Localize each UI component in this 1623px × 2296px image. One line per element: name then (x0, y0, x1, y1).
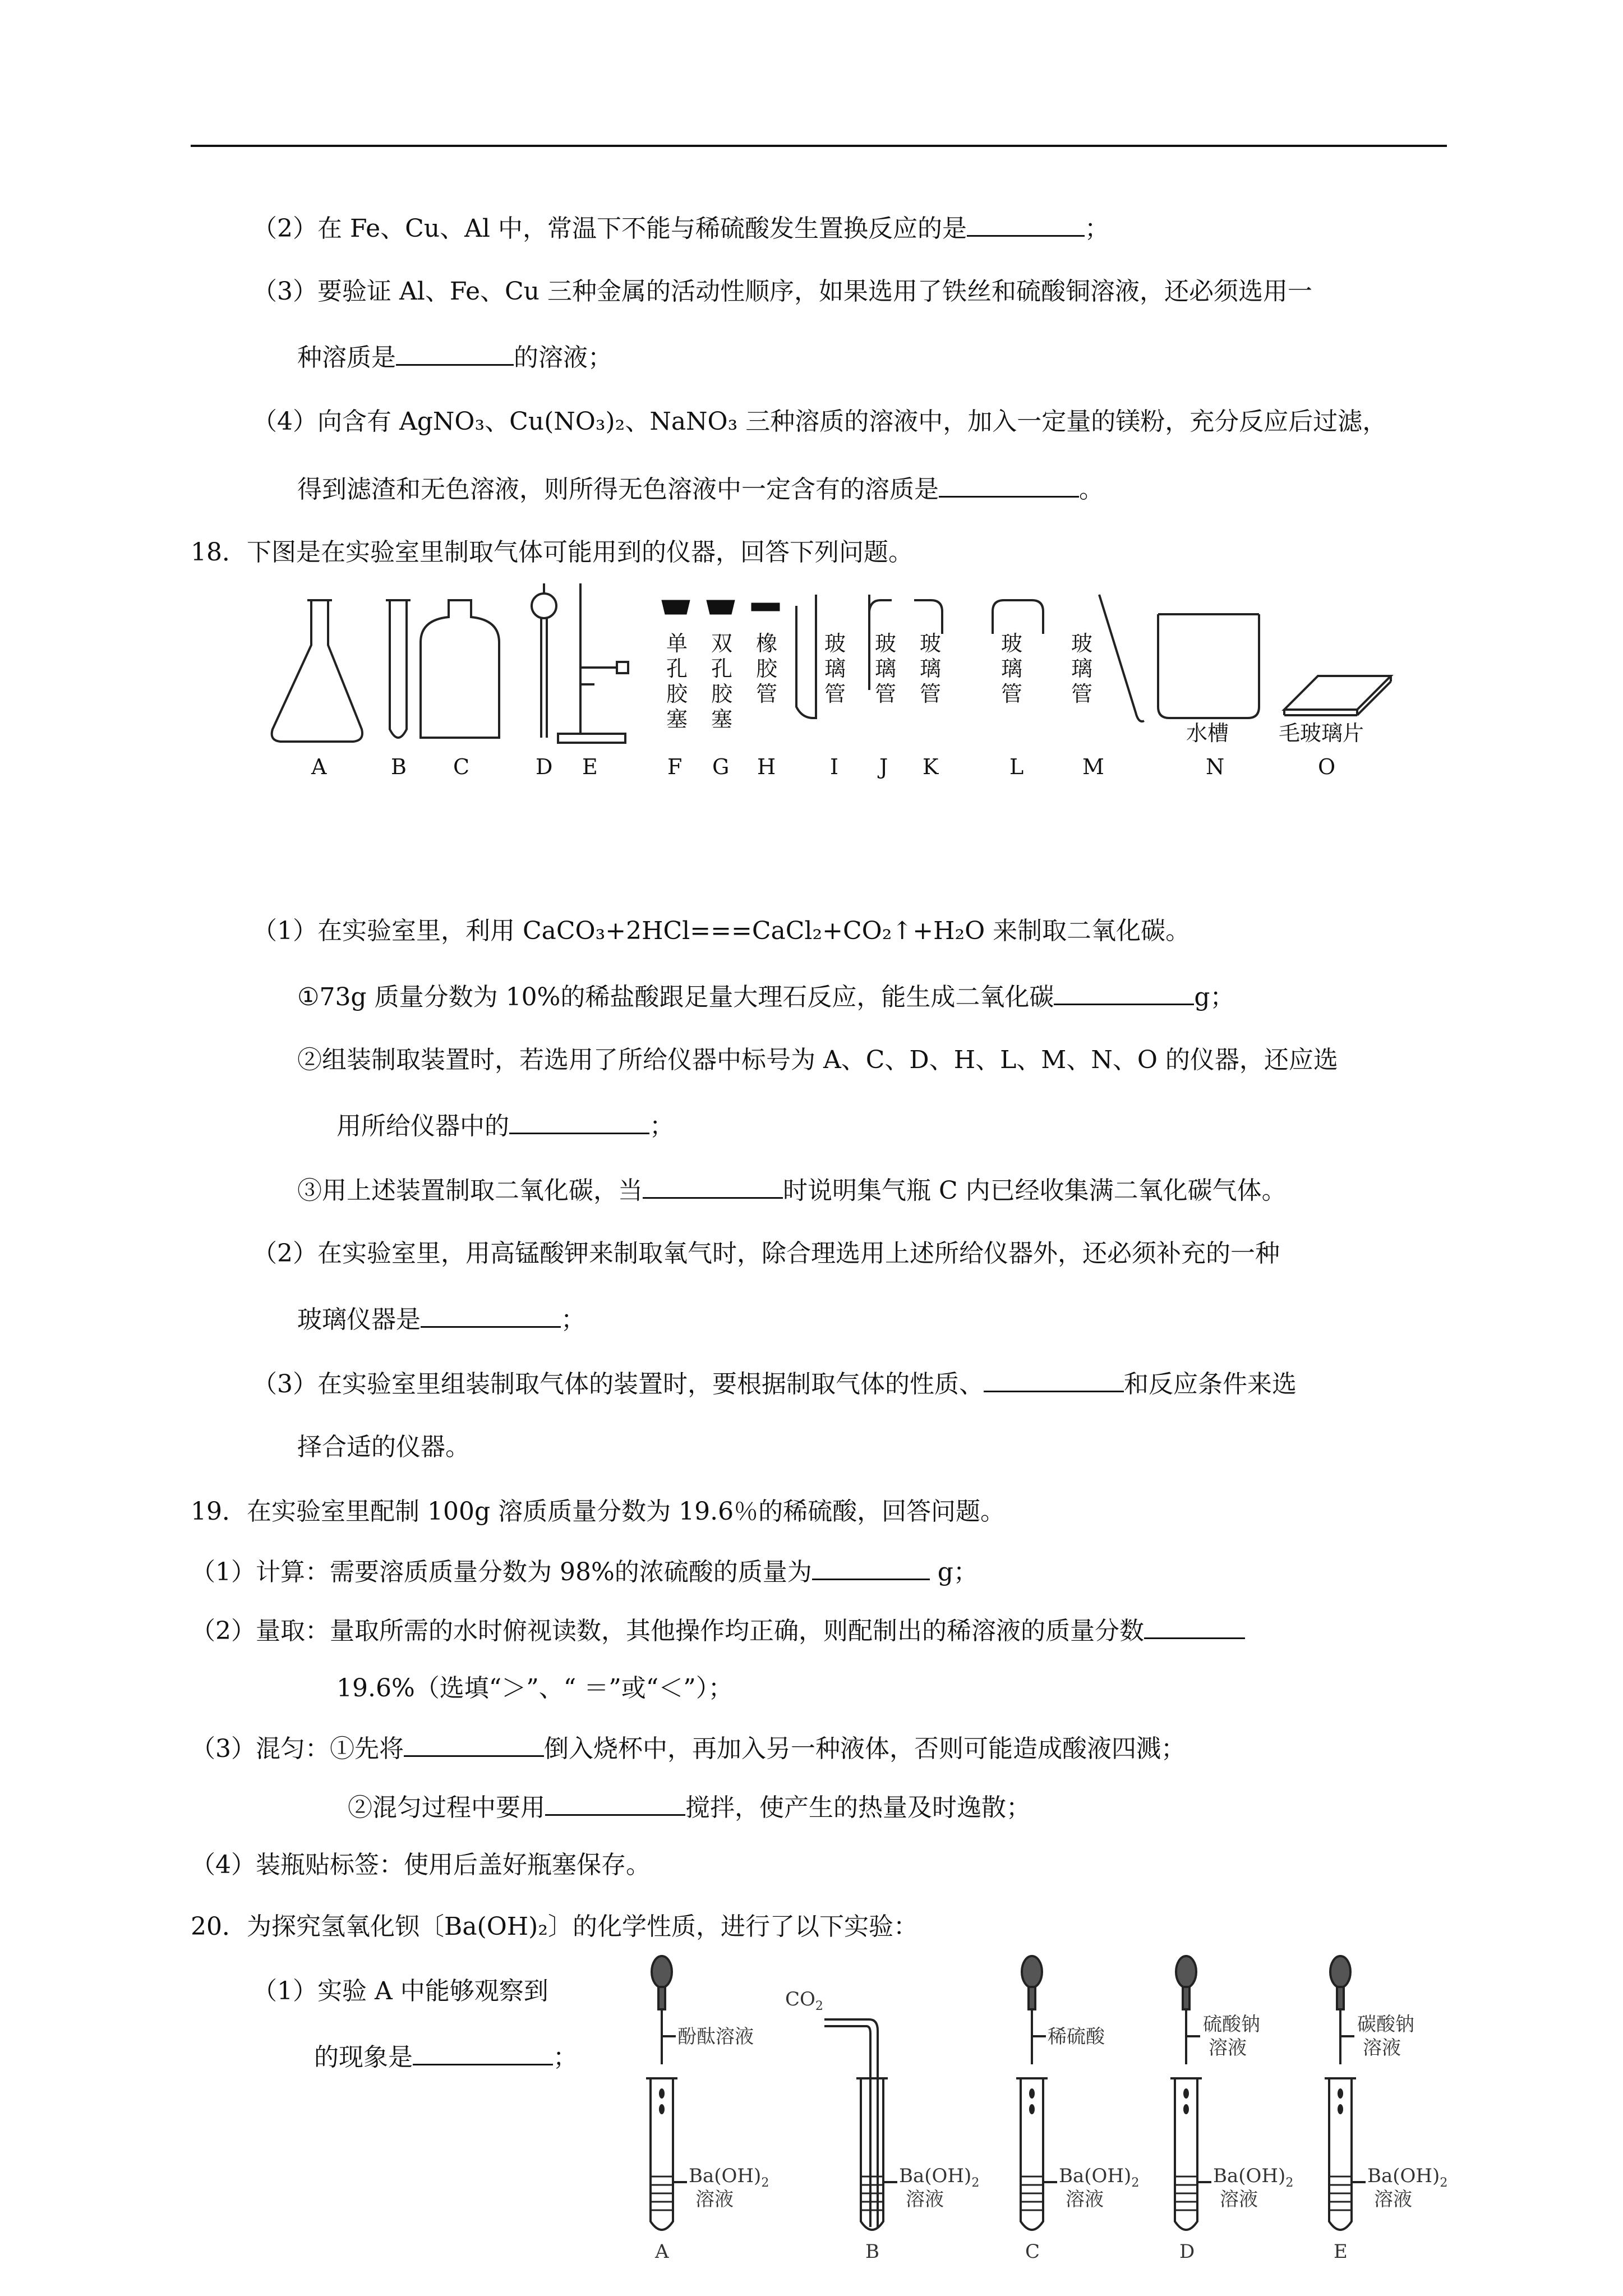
svg-text:K: K (923, 754, 939, 779)
q19-part2-line2: 19.6%（选填“＞”、“ ＝”或“＜”）； (336, 1674, 733, 1703)
glass-tube-icon (796, 595, 816, 718)
solution-label-a: $Ba(OH)_2$ (689, 2165, 769, 2190)
svg-text:N: N (1206, 754, 1225, 779)
q17-part2: （2）在 Fe、Cu、Al 中，常温下不能与稀硫酸发生置换反应的是 ； (252, 210, 1109, 246)
svg-text:I: I (830, 754, 839, 779)
svg-text:C: C (453, 754, 470, 779)
svg-text:G: G (712, 754, 730, 779)
svg-text:溶液: 溶液 (1374, 2188, 1412, 2211)
rubber-tube-icon (751, 603, 780, 611)
tube-label: D (1179, 2240, 1195, 2263)
answer-blank[interactable] (404, 1731, 544, 1757)
answer-blank[interactable] (967, 210, 1085, 237)
answer-blank[interactable] (643, 1172, 783, 1199)
answer-blank[interactable] (984, 1366, 1124, 1392)
svg-text:F: F (667, 754, 683, 779)
q19-part3-line2: ②混匀过程中要用 搅拌，使产生的热量及时逸散； (348, 1789, 1031, 1825)
answer-blank[interactable] (1054, 979, 1194, 1005)
svg-text:塞: 塞 (666, 707, 688, 731)
test-tube-icon (856, 2078, 888, 2230)
conical-flask-icon (272, 600, 362, 742)
q19-part3-line1: （3）混匀：①先将 倒入烧杯中，再加入另一种液体，否则可能造成酸液四溅； (191, 1731, 1186, 1766)
gas-label-b: $CO_2$ (785, 1988, 823, 2013)
svg-text:L: L (1009, 754, 1024, 779)
test-tubes-figure (617, 1952, 1458, 2266)
dropper-icon (1022, 1956, 1042, 2064)
dropper-icon (1176, 1956, 1196, 2064)
reagent-label-a: 酚酞溶液 (677, 2026, 754, 2048)
svg-text:管: 管 (1071, 682, 1093, 706)
iron-stand-icon (558, 583, 628, 743)
svg-text:溶液: 溶液 (1220, 2188, 1258, 2211)
label-M-1: 玻 (1071, 631, 1093, 656)
q19-part4: （4）装瓶贴标签：使用后盖好瓶塞保存。 (191, 1851, 651, 1879)
dropper-icon (1330, 1956, 1350, 2064)
reagent-label-d1: 硫酸钠 (1203, 2013, 1260, 2036)
svg-text:胶: 胶 (756, 656, 778, 681)
label-G-1: 双 (711, 631, 733, 656)
svg-text:管: 管 (756, 682, 778, 706)
svg-text:E: E (582, 754, 598, 779)
svg-text:O: O (1318, 754, 1336, 779)
svg-text:B: B (391, 754, 407, 779)
answer-blank[interactable] (812, 1554, 930, 1580)
svg-text:管: 管 (875, 682, 897, 706)
label-K-1: 玻 (920, 631, 942, 656)
answer-blank[interactable] (509, 1108, 649, 1134)
svg-text:A: A (311, 754, 327, 779)
gas-collecting-bottle-icon (421, 600, 499, 738)
answer-blank[interactable] (545, 1789, 685, 1816)
svg-text:璃: 璃 (1071, 656, 1093, 681)
svg-text:D: D (536, 754, 553, 779)
q17-part3-line1: （3）要验证 Al、Fe、Cu 三种金属的活动性顺序，如果选用了铁丝和硫酸铜溶液，还必须选用一 (252, 277, 1312, 306)
q19-part1: （1）计算：需要溶质质量分数为 98%的浓硫酸的质量为 g； (191, 1554, 978, 1589)
q18-part1-i: ①73g 质量分数为 10%的稀盐酸跟足量大理石反应，能生成二氧化碳 g； (297, 979, 1235, 1014)
tube-label: B (865, 2240, 879, 2263)
q18-part2-line1: （2）在实验室里，用高锰酸钾来制取氧气时，除合理选用上述所给仪器外，还必须补充的一种 (252, 1239, 1280, 1268)
answer-blank[interactable] (396, 339, 514, 366)
q18-part1-ii-line2: 用所给仪器中的 ； (336, 1108, 674, 1143)
test-tube-icon (1170, 2078, 1202, 2230)
q17-part4-line2: 得到滤渣和无色溶液，则所得无色溶液中一定含有的溶质是 。 (297, 471, 1104, 507)
svg-text:塞: 塞 (711, 707, 733, 731)
answer-blank[interactable] (1144, 1613, 1245, 1639)
water-trough-icon (1158, 614, 1259, 718)
svg-text:管: 管 (824, 682, 846, 706)
svg-text:溶液: 溶液 (906, 2188, 944, 2211)
answer-blank[interactable] (421, 1301, 561, 1328)
stopper-icon (662, 600, 690, 614)
q18-part3-line2: 择合适的仪器。 (297, 1433, 470, 1461)
q18-title: 18．下图是在实验室里制取气体可能用到的仪器，回答下列问题。 (191, 538, 913, 567)
q19-part2-line1: （2）量取：量取所需的水时俯视读数，其他操作均正确，则配制出的稀溶液的质量分数 (191, 1613, 1245, 1648)
svg-text:H: H (757, 754, 776, 779)
q17-part4-line1: （4）向含有 AgNO₃、Cu(NO₃)₂、NaNO₃ 三种溶质的溶液中，加入一定量的镁粉，充分反应后过滤， (252, 407, 1387, 436)
test-tube-icon (646, 2078, 677, 2230)
svg-text:M: M (1082, 754, 1104, 779)
funnel-icon (532, 583, 556, 738)
svg-text:胶: 胶 (711, 682, 733, 706)
glass-tube-icon (869, 595, 892, 611)
svg-text:溶液: 溶液 (1066, 2188, 1104, 2211)
q18-part3-line1: （3）在实验室里组装制取气体的装置时，要根据制取气体的性质、 和反应条件来选 (252, 1366, 1297, 1401)
label-J-1: 玻 (875, 631, 897, 656)
glass-tube-icon (914, 600, 942, 634)
svg-text:璃: 璃 (824, 656, 846, 681)
q17-part3-line2: 种溶质是 的溶液； (297, 339, 612, 375)
svg-text:管: 管 (1001, 682, 1023, 706)
q18-part1-ii-line1: ②组装制取装置时，若选用了所给仪器中标号为 A、C、D、H、L、M、N、O 的仪器，还应选 (297, 1046, 1338, 1074)
q18-part1-iii: ③用上述装置制取二氧化碳，当 时说明集气瓶 C 内已经收集满二氧化碳气体。 (297, 1172, 1287, 1208)
q20-part1-line2: 的现象是 ； (314, 2039, 578, 2074)
svg-text:溶液: 溶液 (695, 2188, 734, 2211)
svg-text:J: J (879, 754, 888, 779)
svg-text:璃: 璃 (920, 656, 942, 681)
solution-label-d: $Ba(OH)_2$ (1213, 2165, 1294, 2190)
stopper-icon (707, 600, 735, 614)
label-N: 水槽 (1186, 721, 1229, 746)
svg-text:孔: 孔 (666, 656, 688, 681)
tube-label: E (1334, 2240, 1348, 2263)
svg-text:璃: 璃 (875, 656, 897, 681)
label-F-1: 单 (666, 631, 688, 656)
test-tube-icon (386, 600, 411, 738)
reagent-label-e1: 碳酸钠 (1357, 2013, 1414, 2036)
reagent-label-e2: 溶液 (1363, 2037, 1401, 2059)
answer-blank[interactable] (939, 471, 1079, 498)
tube-label: A (655, 2240, 669, 2263)
svg-text:孔: 孔 (711, 656, 733, 681)
solution-label-b: $Ba(OH)_2$ (899, 2165, 980, 2190)
answer-blank[interactable] (413, 2039, 553, 2065)
solution-label-c: $Ba(OH)_2$ (1059, 2165, 1140, 2190)
tube-label: C (1025, 2240, 1040, 2263)
solution-label-e: $Ba(OH)_2$ (1367, 2165, 1448, 2190)
test-tube-icon (1325, 2078, 1356, 2230)
test-tube-icon (1016, 2078, 1048, 2230)
glass-tube-icon (993, 600, 1043, 634)
label-L-1: 玻 (1001, 631, 1023, 656)
header-rule (191, 145, 1447, 147)
q19-title: 19．在实验室里配制 100g 溶质质量分数为 19.6％的稀硫酸，回答问题。 (191, 1497, 1006, 1526)
label-I-1: 玻 (824, 631, 846, 656)
dropper-icon (652, 1956, 672, 2064)
q18-part2-line2: 玻璃仪器是 ； (297, 1301, 585, 1337)
q18-part1: （1）在实验室里，利用 CaCO₃+2HCl===CaCl₂+CO₂↑+H₂O 来制取二氧化碳。 (252, 917, 1191, 945)
label-O: 毛玻璃片 (1279, 721, 1364, 746)
label-H-1: 橡 (756, 631, 778, 656)
q20-part1-line1: （1）实验 A 中能够观察到 (252, 1977, 548, 2005)
long-bent-tube-icon (1099, 595, 1144, 721)
svg-text:璃: 璃 (1001, 656, 1023, 681)
apparatus-figure (258, 578, 1436, 791)
glass-plate-icon (1284, 676, 1391, 715)
svg-text:胶: 胶 (666, 682, 688, 706)
reagent-label-c: 稀硫酸 (1048, 2026, 1105, 2048)
reagent-label-d2: 溶液 (1209, 2037, 1247, 2059)
q20-title: 20．为探究氢氧化钡〔Ba(OH)₂〕的化学性质，进行了以下实验： (191, 1912, 918, 1941)
svg-text:管: 管 (920, 682, 942, 706)
